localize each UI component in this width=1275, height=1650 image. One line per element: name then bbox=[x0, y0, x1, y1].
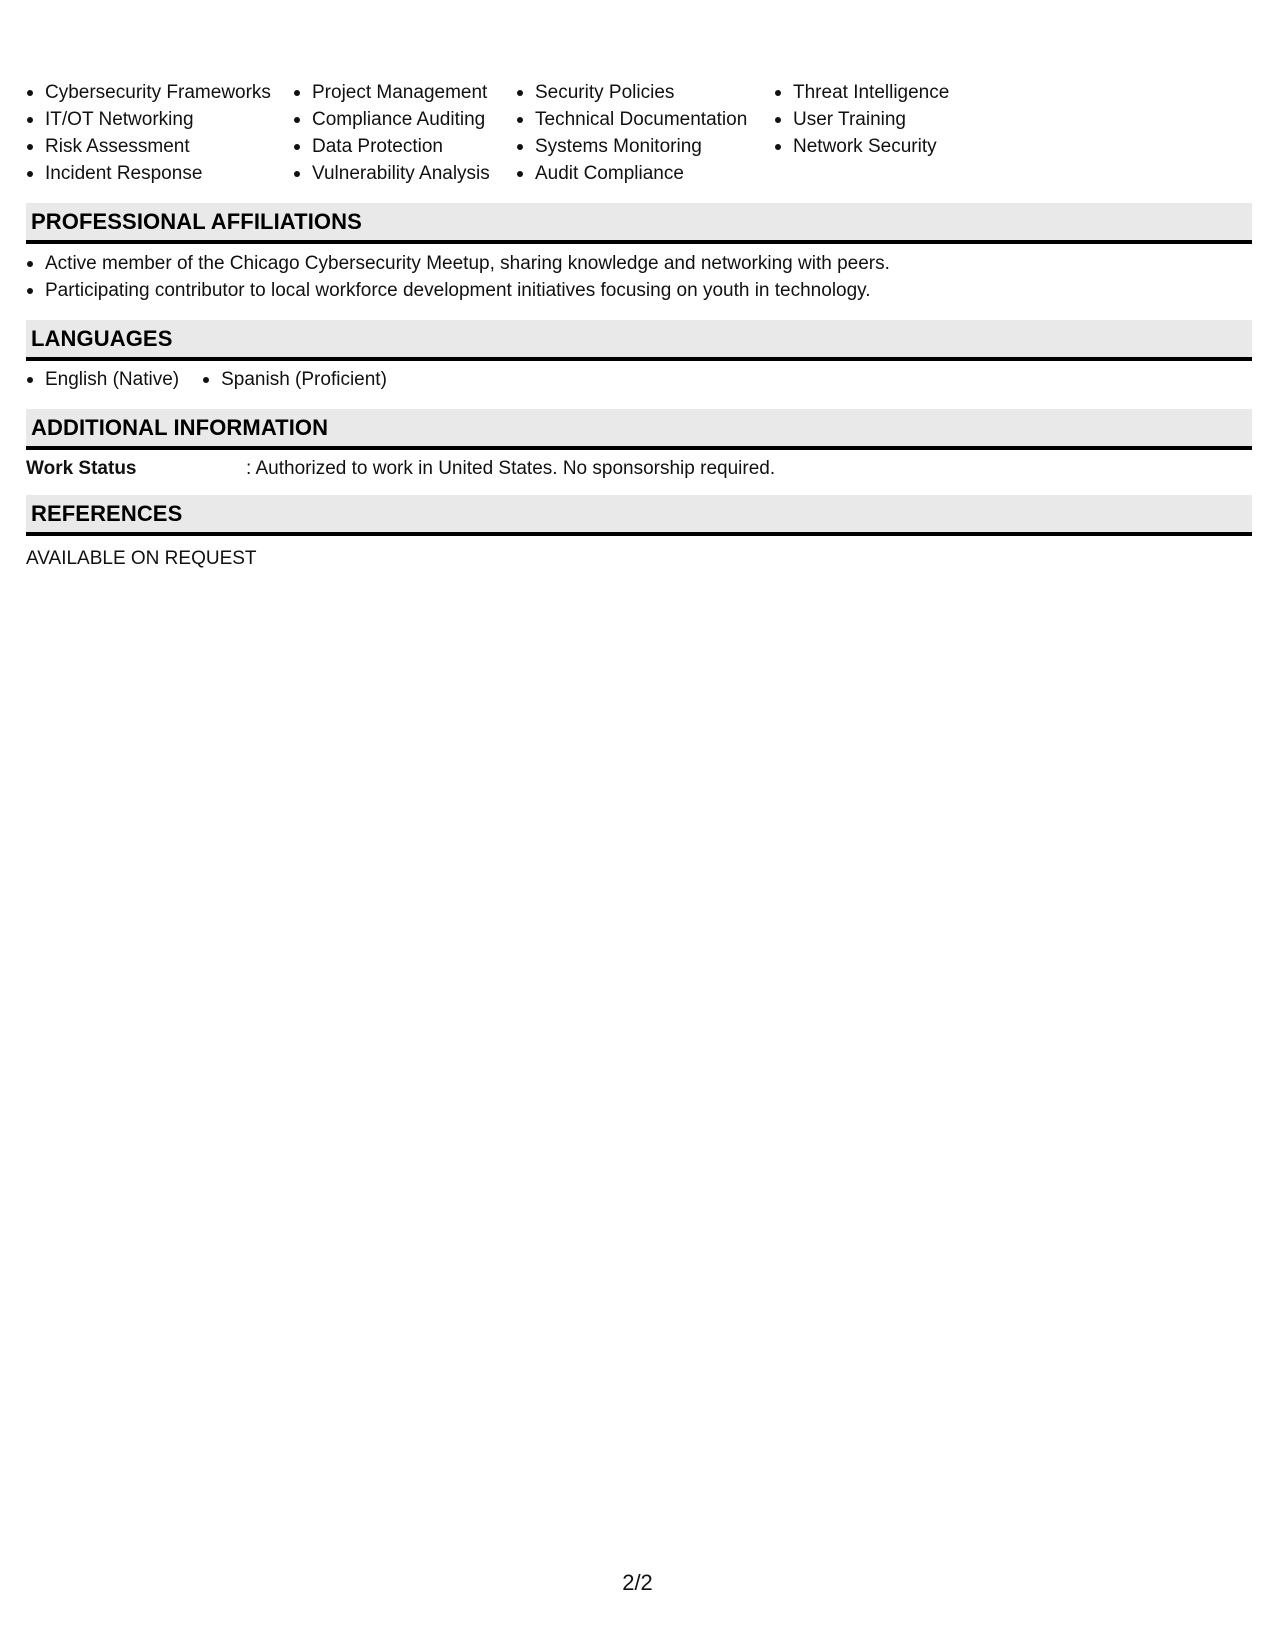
skill-item: Data Protection bbox=[293, 133, 516, 160]
skill-item: User Training bbox=[774, 106, 974, 133]
affiliations-list bbox=[26, 250, 890, 304]
section-title: ADDITIONAL INFORMATION bbox=[31, 415, 329, 440]
skills-column-2 bbox=[293, 79, 516, 187]
skill-item: Incident Response bbox=[26, 160, 293, 187]
page-number: 2/2 bbox=[622, 1570, 653, 1595]
section-title: LANGUAGES bbox=[31, 326, 173, 351]
work-status-value: : Authorized to work in United States. No sponsorship required. bbox=[246, 458, 776, 479]
work-status-label: Work Status bbox=[26, 458, 137, 479]
skill-item: Technical Documentation bbox=[516, 106, 774, 133]
section-title: REFERENCES bbox=[31, 501, 183, 526]
skills-column-3 bbox=[516, 79, 774, 187]
affiliation-item: Active member of the Chicago Cybersecurity Meetup, sharing knowledge and networking with peers. bbox=[26, 250, 890, 277]
additional-info-section-header bbox=[26, 409, 1252, 450]
skill-item: IT/OT Networking bbox=[26, 106, 293, 133]
skill-item: Compliance Auditing bbox=[293, 106, 516, 133]
skill-item: Security Policies bbox=[516, 79, 774, 106]
skills-column-4 bbox=[774, 79, 974, 187]
skill-item: Threat Intelligence bbox=[774, 79, 974, 106]
references-text: AVAILABLE ON REQUEST bbox=[26, 548, 257, 569]
skill-item: Cybersecurity Frameworks bbox=[26, 79, 293, 106]
skills-grid bbox=[26, 79, 974, 187]
skill-item: Systems Monitoring bbox=[516, 133, 774, 160]
language-item: English (Native) bbox=[26, 366, 179, 393]
languages-list bbox=[26, 366, 410, 393]
skill-item: Project Management bbox=[293, 79, 516, 106]
languages-section-header bbox=[26, 320, 1252, 361]
references-section-header bbox=[26, 495, 1252, 536]
skills-column-1 bbox=[26, 79, 293, 187]
skill-item: Network Security bbox=[774, 133, 974, 160]
affiliation-item: Participating contributor to local workforce development initiatives focusing on youth in technology. bbox=[26, 277, 890, 304]
skill-item: Risk Assessment bbox=[26, 133, 293, 160]
affiliations-section-header bbox=[26, 203, 1252, 244]
skill-item: Audit Compliance bbox=[516, 160, 774, 187]
skill-item: Vulnerability Analysis bbox=[293, 160, 516, 187]
section-title: PROFESSIONAL AFFILIATIONS bbox=[31, 209, 362, 234]
language-item: Spanish (Proficient) bbox=[202, 366, 387, 393]
